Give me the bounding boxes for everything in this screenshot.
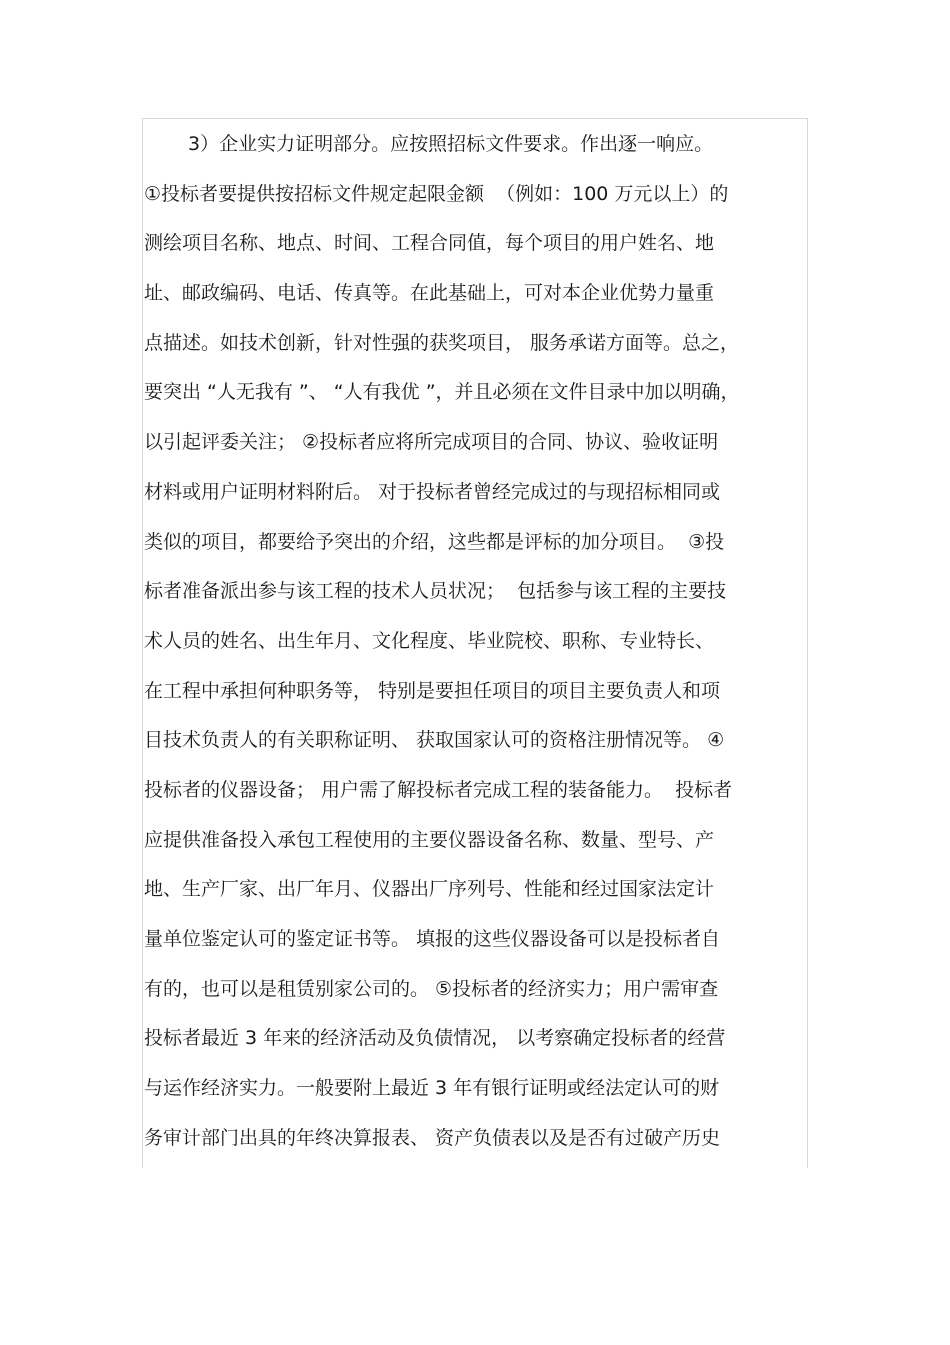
text-line: 点描述。如技术创新，针对性强的获奖项目， 服务承诺方面等。总之， [144,331,740,354]
text-line: 址、邮政编码、电话、传真等。在此基础上，可对本企业优势力量重 [144,282,715,305]
text-line: 以引起评委关注； ②投标者应将所完成项目的合同、协议、验收证明 [144,431,719,454]
text-line: 要突出 “人无我有 ”、 “人有我优 ”，并且必须在文件目录中加以明确， [144,381,740,404]
paragraph-heading: 3）企业实力证明部分。应按照招标文件要求。作出逐一响应。 [188,133,714,155]
text-line: 目技术负责人的有关职称证明、 获取国家认可的资格注册情况等。 ④ [144,729,725,752]
text-line: 测绘项目名称、地点、时间、工程合同值，每个项目的用户姓名、地 [144,232,715,255]
text-line: 类似的项目，都要给予突出的介绍，这些都是评标的加分项目。 ③投 [144,530,725,553]
text-line: 地、生产厂家、出厂年月、仪器出厂序列号、性能和经过国家法定计 [144,878,715,901]
text-line: 材料或用户证明材料附后。 对于投标者曾经完成过的与现招标相同或 [144,480,721,503]
text-line: 投标者的仪器设备； 用户需了解投标者完成工程的装备能力。 投标者 [144,778,733,801]
text-line: 投标者最近 3 年来的经济活动及负债情况， 以考察确定投标者的经营 [144,1027,726,1050]
document-body [144,120,808,1163]
text-line: 术人员的姓名、出生年月、文化程度、毕业院校、职称、专业特长、 [144,629,715,652]
text-line: 应提供准备投入承包工程使用的主要仪器设备名称、数量、型号、产 [144,828,715,851]
text-line: 量单位鉴定认可的鉴定证书等。 填报的这些仪器设备可以是投标者自 [144,928,721,950]
text-line: 与运作经济实力。一般要附上最近 3 年有银行证明或经法定认可的财 [144,1077,720,1100]
text-line: ①投标者要提供按招标文件规定起限金额 （例如：100 万元以上）的 [144,182,729,205]
text-line: 在工程中承担何种职务等， 特别是要担任项目的项目主要负责人和项 [144,679,721,702]
text-line: 务审计部门出具的年终决算报表、 资产负债表以及是否有过破产历史 [144,1126,721,1149]
text-line: 标者准备派出参与该工程的技术人员状况； 包括参与该工程的主要技 [144,580,727,603]
text-line: 有的，也可以是租赁别家公司的。 ⑤投标者的经济实力；用户需审查 [144,977,719,1000]
